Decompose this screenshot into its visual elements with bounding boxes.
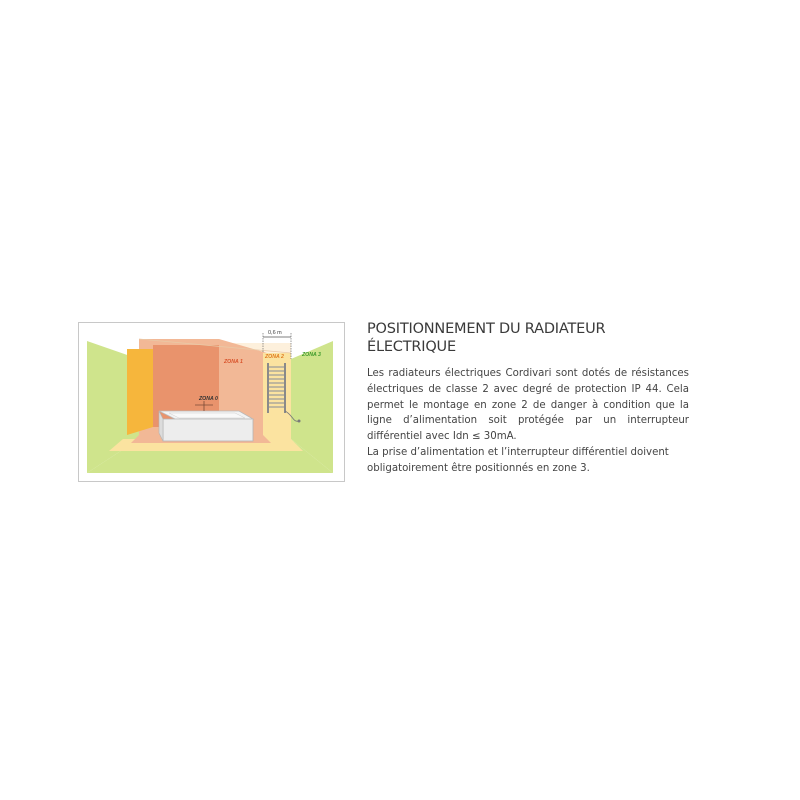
zone2-side-strip [127,349,153,435]
section-title: POSITIONNEMENT DU RADIATEUR ÉLECTRIQUE [367,321,606,355]
description-paragraph: Les radiateurs électriques Cordivari sont dotés de résistances électriques de classe 2 avec degré de protection IP 44. Cela permet le montage en zone 2 de danger à condition que la ligne d’alimentation soit protégée par un interrupteur différentiel avec Idn ≤ 30mA. [367,368,689,443]
zone2-label: ZONA 2 [265,354,284,360]
bathtub-front [163,419,253,441]
dimension-label: 0,6 m [268,330,282,336]
bathtub-inner [169,413,245,418]
zone0-label: ZONA 0 [199,396,218,402]
description-block [367,320,689,477]
radiator-right-rail [284,363,286,413]
installation-note: La prise d’alimentation et l’interrupteur différentiel doivent obligatoirement être positionnés en zone 3. [367,446,669,474]
radiator-left-rail [267,363,269,413]
bathroom-zones-illustration [79,323,344,481]
power-outlet [298,420,301,423]
zone3-label: ZONA 3 [302,352,321,358]
zone1-label: ZONA 1 [224,359,243,365]
bathroom-zones-diagram [78,322,345,482]
